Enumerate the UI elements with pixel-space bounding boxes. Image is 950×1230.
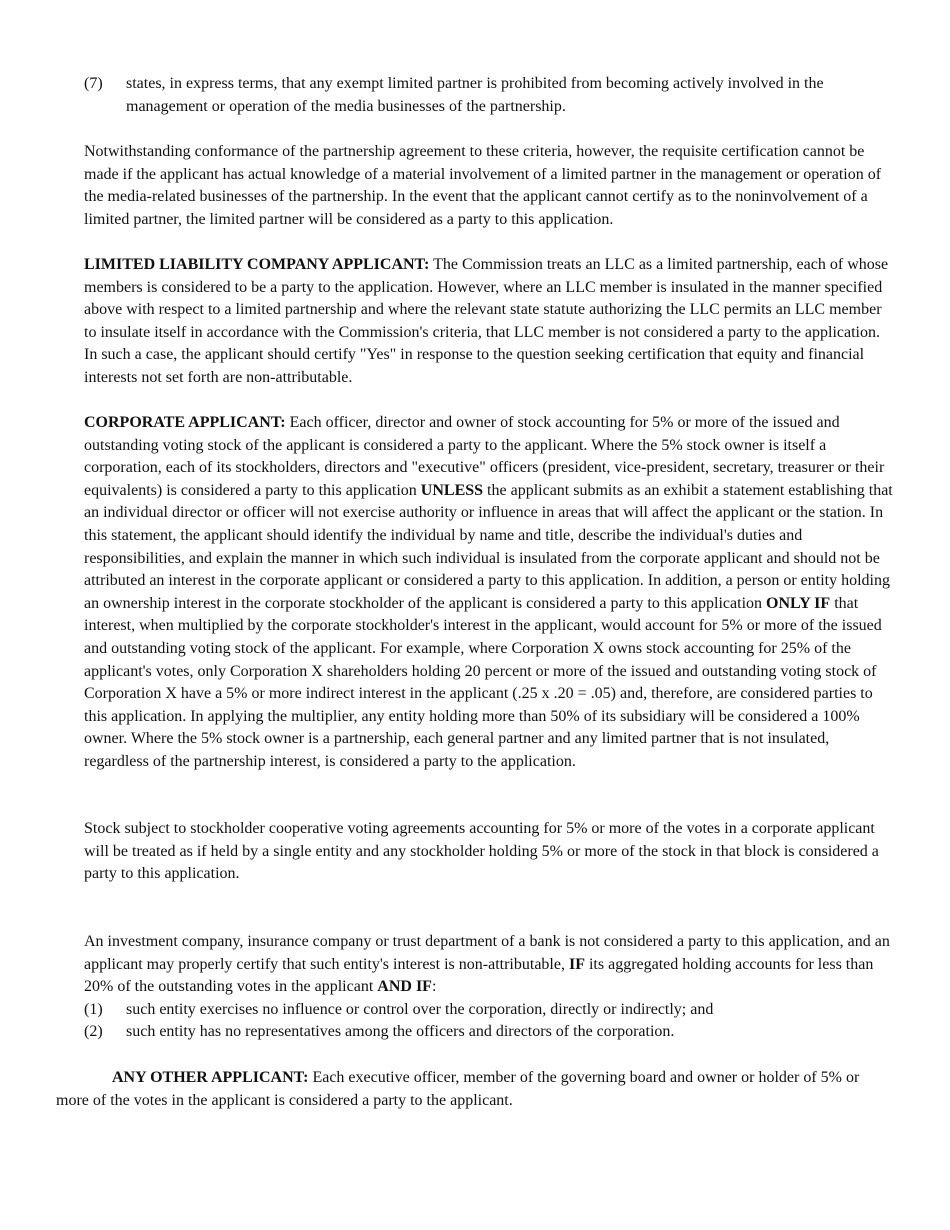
and-if-emphasis: AND IF: [377, 978, 432, 996]
list-text: states, in express terms, that any exempt limited partner is prohibited from becoming actively involved in the management or operation of the media businesses of the partnership.: [126, 75, 824, 115]
list-number: (7): [84, 75, 103, 92]
list-number: (2): [84, 1023, 103, 1040]
unless-emphasis: UNLESS: [420, 481, 484, 499]
corporate-heading: CORPORATE APPLICANT:: [84, 414, 286, 431]
other-heading: ANY OTHER APPLICANT:: [112, 1069, 309, 1086]
list-item-7: [84, 73, 896, 118]
notwithstanding-paragraph: Notwithstanding conformance of the partnership agreement to these criteria, however, the requisite certification cannot be made if the applicant has actual knowledge of a material involvement of a limited partner in the management or operation of the media-related businesses of the partnership. In the event that the applicant cannot certify as to the noninvolvement of a limited partner, the limited partner will be considered as a party to this application.: [84, 143, 882, 228]
other-applicant-paragraph: [56, 1067, 896, 1112]
list-text: such entity exercises no influence or control over the corporation, directly or indirectly; and: [126, 1001, 714, 1018]
only-if-emphasis: ONLY IF: [766, 594, 831, 612]
other-text: Each executive officer, member of the governing board and owner or holder of 5% or more of the votes in the applicant is considered a party to the applicant.: [56, 1069, 860, 1109]
investment-text-1: An investment company, insurance company or trust department of a bank is not considered a party to this application, and an applicant may properly certify that such entity's interest is non-attributable,: [84, 933, 890, 973]
condition-item-2: [84, 1021, 896, 1044]
corporate-text-3: that interest, when multiplied by the corporate stockholder's interest in the applicant, would account for 5% or more of the issued and outstanding voting stock of the applicant. For example, where Corporation X owns stock accounting for 25% of the applicant's votes, only Corporation X shareholders holding 20 percent or more of the issued and outstanding voting stock of Corporation X have a 5% or more indirect interest in the applicant (.25 x .20 = .05) and, therefore, are considered parties to this application. In applying the multiplier, any entity holding more than 50% of its subsidiary will be considered a 100% owner. Where the 5% stock owner is a partnership, each general partner and any limited partner that is not insulated, regardless of the partnership interest, is considered a party to the application.: [84, 594, 882, 770]
corporate-paragraph: [84, 412, 896, 774]
if-emphasis: IF: [568, 955, 585, 973]
corporate-text-1: Each officer, director and owner of stock accounting for 5% or more of the issued and outstanding voting stock of the applicant is considered a party to the applicant. Where the 5% stock owner is itself a corporation, each of its stockholders, directors and "executive" officers (president, vice-president, secretary, treasurer or their equivalents) is considered a party to this application: [84, 414, 885, 499]
list-number: (1): [84, 1001, 103, 1018]
corporate-text-2: the applicant submits as an exhibit a statement establishing that an individual director or officer will not exercise authority or influence in areas that will affect the applicant or the station. In this statement, the applicant should identify the individual by name and title, describe the individual's duties and responsibilities, and explain the manner in which such individual is insulated from the corporate applicant and should not be attributed an interest in the corporate applicant or considered a party to this application. In addition, a person or entity holding an ownership interest in the corporate stockholder of the applicant is considered a party to this application: [84, 481, 893, 612]
stock-subject-paragraph: Stock subject to stockholder cooperative voting agreements accounting for 5% or more of the votes in a corporate applicant will be treated as if held by a single entity and any stockholder holding 5% or more of the stock in that block is considered a party to this application.: [84, 820, 879, 883]
investment-paragraph: [84, 931, 896, 999]
llc-paragraph: [84, 254, 896, 390]
investment-text-3: :: [431, 978, 437, 996]
llc-heading: LIMITED LIABILITY COMPANY APPLICANT:: [84, 256, 430, 273]
llc-text: The Commission treats an LLC as a limited partnership, each of whose members is considered to be a party to the application. However, where an LLC member is insulated in the manner specified above with respect to a limited partnership and where the relevant state statute authorizing the LLC permits an LLC member to insulate itself in accordance with the Commission's criteria, that LLC member is not considered a party to the application. In such a case, the applicant should certify "Yes" in response to the question seeking certification that equity and financial interests not set forth are non-attributable.: [84, 256, 889, 386]
condition-item-1: [84, 999, 896, 1022]
list-text: such entity has no representatives among the officers and directors of the corporation.: [126, 1023, 675, 1040]
investment-text-2: its aggregated holding accounts for less than 20% of the outstanding votes in the applicant: [84, 955, 874, 996]
